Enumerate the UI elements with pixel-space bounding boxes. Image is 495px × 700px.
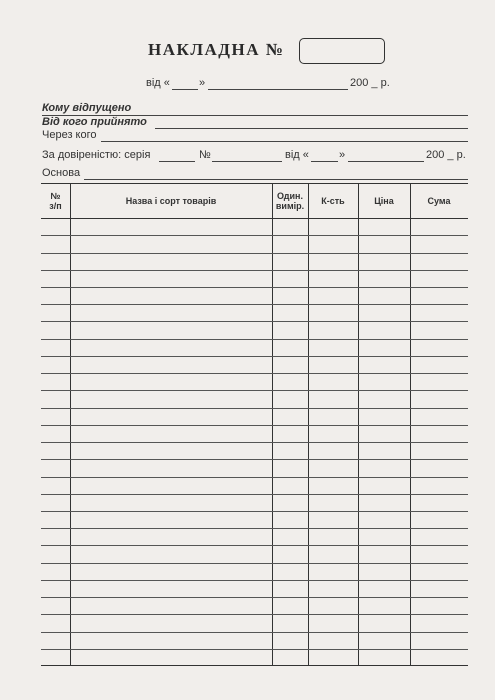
basis-label: Основа	[42, 167, 81, 179]
poa-day-field[interactable]	[311, 161, 338, 162]
date-year-label: 200 _ р.	[350, 77, 390, 89]
table-row[interactable]	[41, 477, 468, 478]
poa-close-quote: »	[339, 149, 346, 161]
header-qty: К-сть	[321, 195, 345, 206]
received-from-label: Від кого прийнято	[42, 116, 147, 128]
basis-field[interactable]	[84, 179, 468, 180]
recipient-label: Кому відпущено	[42, 102, 132, 114]
table-row[interactable]	[41, 632, 468, 633]
header-price: Ціна	[374, 195, 394, 206]
poa-series-field[interactable]	[159, 161, 195, 162]
poa-date-label: від «	[285, 149, 309, 161]
date-month-field[interactable]	[208, 89, 348, 90]
table-row[interactable]	[41, 253, 468, 254]
table-row[interactable]	[41, 339, 468, 340]
date-from-label: від «	[146, 77, 170, 89]
table-row[interactable]	[41, 494, 468, 495]
table-row[interactable]	[41, 528, 468, 529]
received-from-field[interactable]	[155, 128, 468, 129]
table-row[interactable]	[41, 563, 468, 564]
table-row[interactable]	[41, 270, 468, 271]
table-row[interactable]	[41, 373, 468, 374]
header-sum: Сума	[427, 195, 451, 206]
poa-number-field[interactable]	[212, 161, 282, 162]
table-row[interactable]	[41, 287, 468, 288]
table-row[interactable]	[41, 235, 468, 236]
invoice-number-field[interactable]	[299, 38, 385, 64]
table-row[interactable]	[41, 321, 468, 322]
header-num: № з/п	[49, 190, 62, 211]
poa-no-label: №	[199, 149, 211, 161]
table-row[interactable]	[41, 408, 468, 409]
table-row[interactable]	[41, 597, 468, 598]
header-name: Назва і сорт товарів	[125, 195, 217, 206]
table-row[interactable]	[41, 511, 468, 512]
table-row[interactable]	[41, 580, 468, 581]
date-day-field[interactable]	[172, 89, 198, 90]
table-row[interactable]	[41, 459, 468, 460]
table-row[interactable]	[41, 442, 468, 443]
date-close-quote: »	[199, 77, 206, 89]
table-row[interactable]	[41, 304, 468, 305]
power-of-attorney-label: За довіреністю: серія	[42, 149, 151, 161]
through-whom-field[interactable]	[101, 141, 468, 142]
page-title: НАКЛАДНА №	[148, 40, 285, 59]
table-row[interactable]	[41, 649, 468, 650]
header-unit: Один. вимір.	[275, 190, 305, 211]
poa-year-label: 200 _ р.	[426, 149, 466, 161]
poa-month-field[interactable]	[348, 161, 424, 162]
table-row[interactable]	[41, 545, 468, 546]
through-whom-label: Через кого	[42, 129, 97, 141]
table-row[interactable]	[41, 390, 468, 391]
table-row[interactable]	[41, 425, 468, 426]
header-divider	[41, 218, 468, 219]
table-row[interactable]	[41, 614, 468, 615]
table-row[interactable]	[41, 356, 468, 357]
